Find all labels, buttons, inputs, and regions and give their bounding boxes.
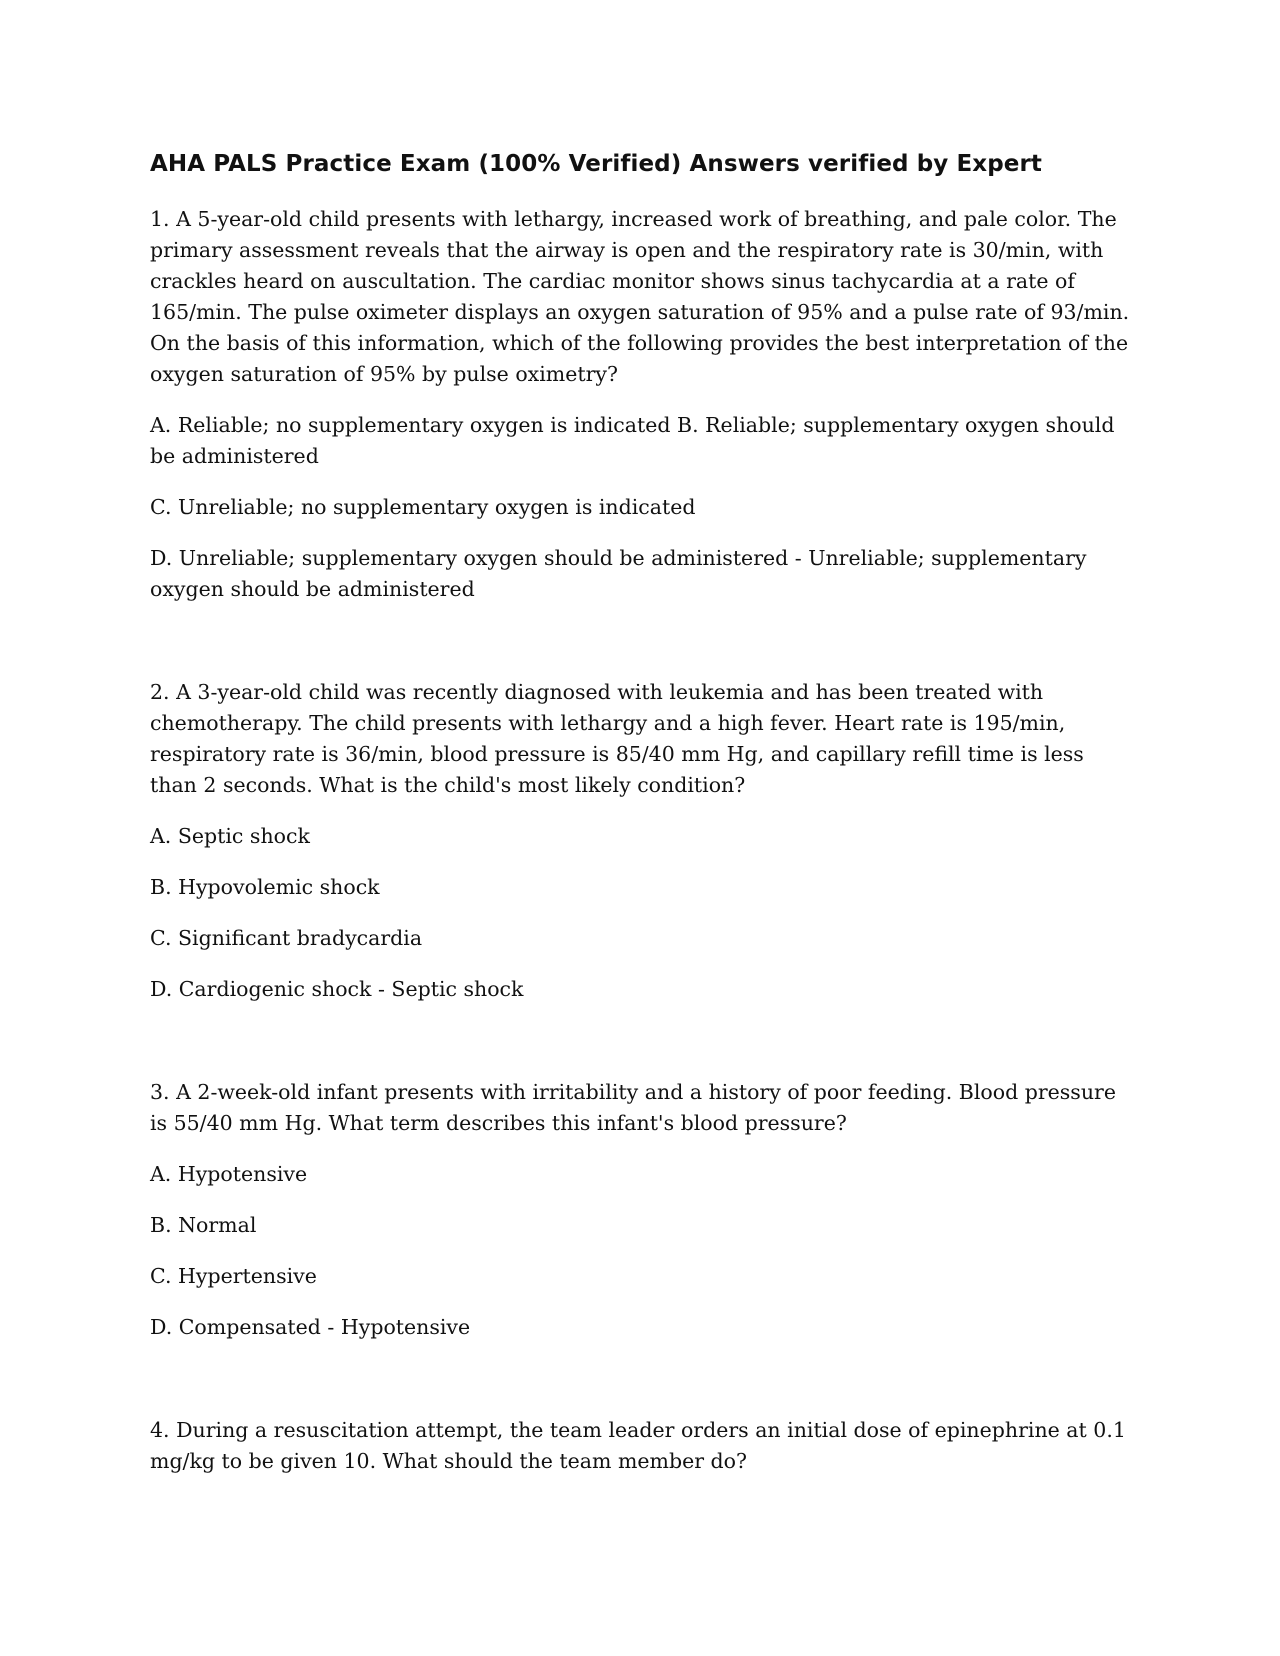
- section-spacer: [150, 1025, 1130, 1077]
- question-4-text: 4. During a resuscitation attempt, the team leader orders an initial dose of epinephrine at 0.1 mg/kg to be given 10. What should the team member do?: [150, 1418, 1126, 1473]
- question-2-text: 2. A 3-year-old child was recently diagnosed with leukemia and has been treated with chemotherapy. The child presents with lethargy and a high fever. Heart rate is 195/min, respiratory rate is 36/min, blood pressure is 85/40 mm Hg, and capillary refill time is less than 2 seconds. What is the child's most likely condition?: [150, 680, 1084, 797]
- question-3-text: 3. A 2-week-old infant presents with irritability and a history of poor feeding. Blood pressure is 55/40 mm Hg. What term describes this infant's blood pressure?: [150, 1080, 1116, 1135]
- question-2-option-b: B. Hypovolemic shock: [150, 875, 380, 899]
- question-1-option-d: D. Unreliable; supplementary oxygen should be administered - Unreliable; supplementary oxygen should be administered: [150, 546, 1087, 601]
- section-spacer: [150, 1363, 1130, 1415]
- question-3-option-c: C. Hypertensive: [150, 1264, 317, 1288]
- document-title: AHA PALS Practice Exam (100% Verified) Answers verified by Expert: [150, 151, 1042, 177]
- question-1-option-a-b: A. Reliable; no supplementary oxygen is indicated B. Reliable; supplementary oxygen should be administered: [150, 413, 1115, 468]
- document-page: [150, 148, 1130, 1497]
- question-3-option-a: A. Hypotensive: [150, 1162, 308, 1186]
- question-1-option-c: C. Unreliable; no supplementary oxygen is indicated: [150, 495, 696, 519]
- question-2-option-d: D. Cardiogenic shock - Septic shock: [150, 977, 524, 1001]
- section-spacer: [150, 625, 1130, 677]
- question-3-option-d: D. Compensated - Hypotensive: [150, 1315, 471, 1339]
- question-3-option-b: B. Normal: [150, 1213, 257, 1237]
- question-2-option-a: A. Septic shock: [150, 824, 310, 848]
- question-1-text: 1. A 5-year-old child presents with lethargy, increased work of breathing, and pale color. The primary assessment reveals that the airway is open and the respiratory rate is 30/min, with crackles heard on auscultation. The cardiac monitor shows sinus tachycardia at a rate of 165/min. The pulse oximeter displays an oxygen saturation of 95% and a pulse rate of 93/min. On the basis of this information, which of the following provides the best interpretation of the oxygen saturation of 95% by pulse oximetry?: [150, 207, 1130, 386]
- question-2-option-c: C. Significant bradycardia: [150, 926, 423, 950]
